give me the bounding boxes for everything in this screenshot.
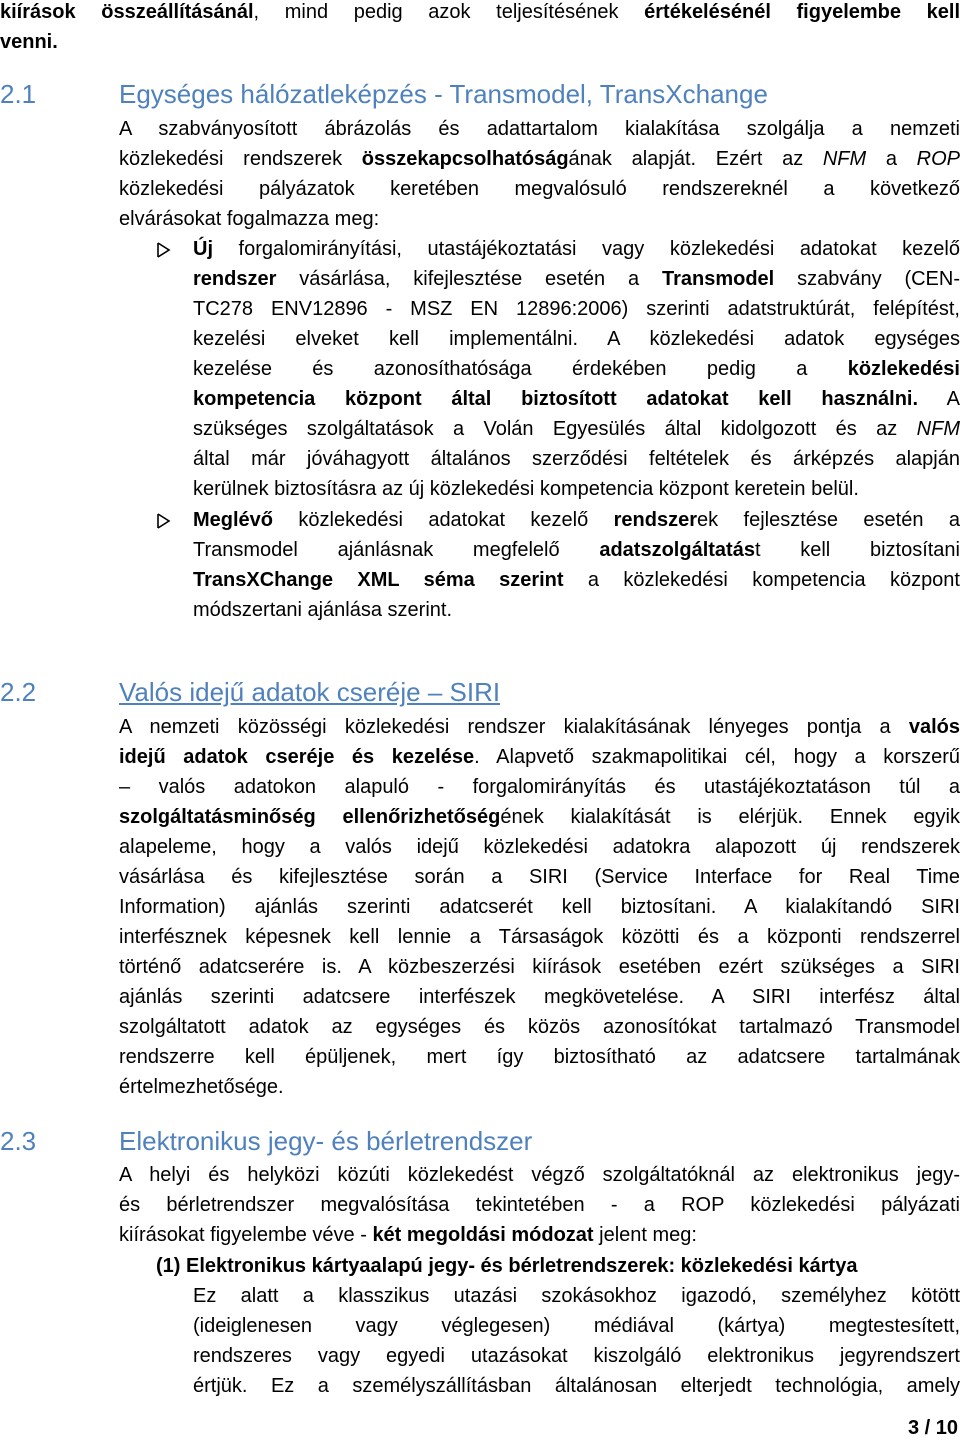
section-number: 2.1 [0,79,37,109]
s22-line: Information) ajánlás szerinti adatcserét kell biztosítani. A kialakítandó SIRI [119,896,960,918]
s22-line: A nemzeti közösségi közlekedési rendszer kialakításának lényeges pontja a valós [119,716,960,738]
list-item-1-title: (1) Elektronikus kártyaalapú jegy- és bérletrendszerek: közlekedési kártya [156,1255,858,1277]
bullet-1-line: kezelése és azonosíthatósága érdekében pedig a közlekedési [193,358,960,380]
list-item-1-line: Ez alatt a klasszikus utazási szokásokhoz igazodó, személyhez kötött [193,1285,960,1307]
s23-line: kiírásokat figyelembe véve - két megoldási módozat jelent meg: [119,1224,697,1246]
bullet-1-line: TC278 ENV12896 - MSZ EN 12896:2006) szerinti adatstruktúrát, felépítést, [193,298,960,320]
section-number: 2.3 [0,1126,37,1156]
s22-line: rendszerre kell épüljenek, mert így biztosítható az adatcsere tartalmának [119,1046,960,1068]
s21-para-line: közlekedési pályázatok keretében megvalósuló rendszereknél a következő [119,178,960,200]
s22-line: történő adatcserére is. A közbeszerzési kiírások esetében ezért szükséges a SIRI [119,956,960,978]
section-2-1-heading [0,78,768,110]
arrow-bullet-icon [154,511,174,531]
s22-line: – valós adatokon alapuló - forgalomirányítás és utastájékoztatáson túl a [119,776,960,798]
intro-line-1: kiírások összeállításánál, mind pedig azok teljesítésének értékelésénél figyelembe kell [0,1,960,23]
s23-line: A helyi és helyközi közúti közlekedést végző szolgáltatóknál az elektronikus jegy- [119,1164,960,1186]
bullet-1-line: által már jóváhagyott általános szerződési feltételek és árképzés alapján [193,448,960,470]
s22-line: szolgáltatásminőség ellenőrizhetőségének kialakítását is elérjük. Ennek egyik [119,806,960,828]
section-2-3-heading [0,1125,532,1157]
bullet-2-line: Transmodel ajánlásnak megfelelő adatszolgáltatást kell biztosítani [193,539,960,561]
s22-line: idejű adatok cseréje és kezelése. Alapvető szakmapolitikai cél, hogy a korszerű [119,746,960,768]
section-number: 2.2 [0,677,37,707]
bullet-1-line: rendszer vásárlása, kifejlesztése esetén a Transmodel szabvány (CEN- [193,268,960,290]
list-item-1-line: rendszeres vagy egyedi utazásokat kiszolgáló elektronikus jegyrendszert [193,1345,960,1367]
section-title: Elektronikus jegy- és bérletrendszer [119,1126,533,1156]
s22-line: ajánlás szerinti adatcsere interfészek megkövetelése. A SIRI interfész által [119,986,960,1008]
s22-line: értelmezhetősége. [119,1076,284,1098]
intro-line-2: venni. [0,31,58,53]
bullet-1-line: kompetencia központ által biztosított adatokat kell használni. A [193,388,960,410]
bullet-2-line: TransXChange XML séma szerint a közlekedési kompetencia központ [193,569,960,591]
page-number: 3 / 10 [907,1417,958,1439]
bullet-2-line: módszertani ajánlása szerint. [193,599,453,621]
s22-line: szolgáltatott adatok az egységes és közös azonosítókat tartalmazó Transmodel [119,1016,960,1038]
section-title: Egységes hálózatleképzés - Transmodel, TransXchange [119,79,768,109]
bullet-2-line: Meglévő közlekedési adatokat kezelő rendszerek fejlesztése esetén a [193,509,960,531]
s22-line: interfésznek képesnek kell lennie a Társaságok közötti és a központi rendszerrel [119,926,960,948]
bullet-1-line: kerülnek biztosításra az új közlekedési kompetencia központ keretein belül. [193,478,859,500]
s21-para-line: elvárásokat fogalmazza meg: [119,208,380,230]
section-title: Valós idejű adatok cseréje – SIRI [119,677,501,707]
s23-line: és bérletrendszer megvalósítása tekintetében - a ROP közlekedési pályázati [119,1194,960,1216]
list-item-1-line: értjük. Ez a személyszállításban általánosan elterjedt technológia, amely [193,1375,960,1397]
s21-para-line: közlekedési rendszerek összekapcsolhatóságának alapját. Ezért az NFM a ROP [119,148,960,170]
list-item-1-line: (ideiglenesen vagy véglegesen) médiával (kártya) megtestesített, [193,1315,960,1337]
bullet-1-line: Új forgalomirányítási, utastájékoztatási vagy közlekedési adatokat kezelő [193,238,960,260]
arrow-bullet-icon [154,240,174,260]
section-2-2-heading [0,676,500,708]
s21-para-line: A szabványosított ábrázolás és adattartalom kialakítása szolgálja a nemzeti [119,118,960,140]
s22-line: vásárlása és kifejlesztése során a SIRI (Service Interface for Real Time [119,866,960,888]
bullet-1-line: szükséges szolgáltatások a Volán Egyesülés által kidolgozott és az NFM [193,418,960,440]
bullet-1-line: kezelési elveket kell implementálni. A közlekedési adatok egységes [193,328,960,350]
s22-line: alapeleme, hogy a valós idejű közlekedési adatokra alapozott új rendszerek [119,836,960,858]
